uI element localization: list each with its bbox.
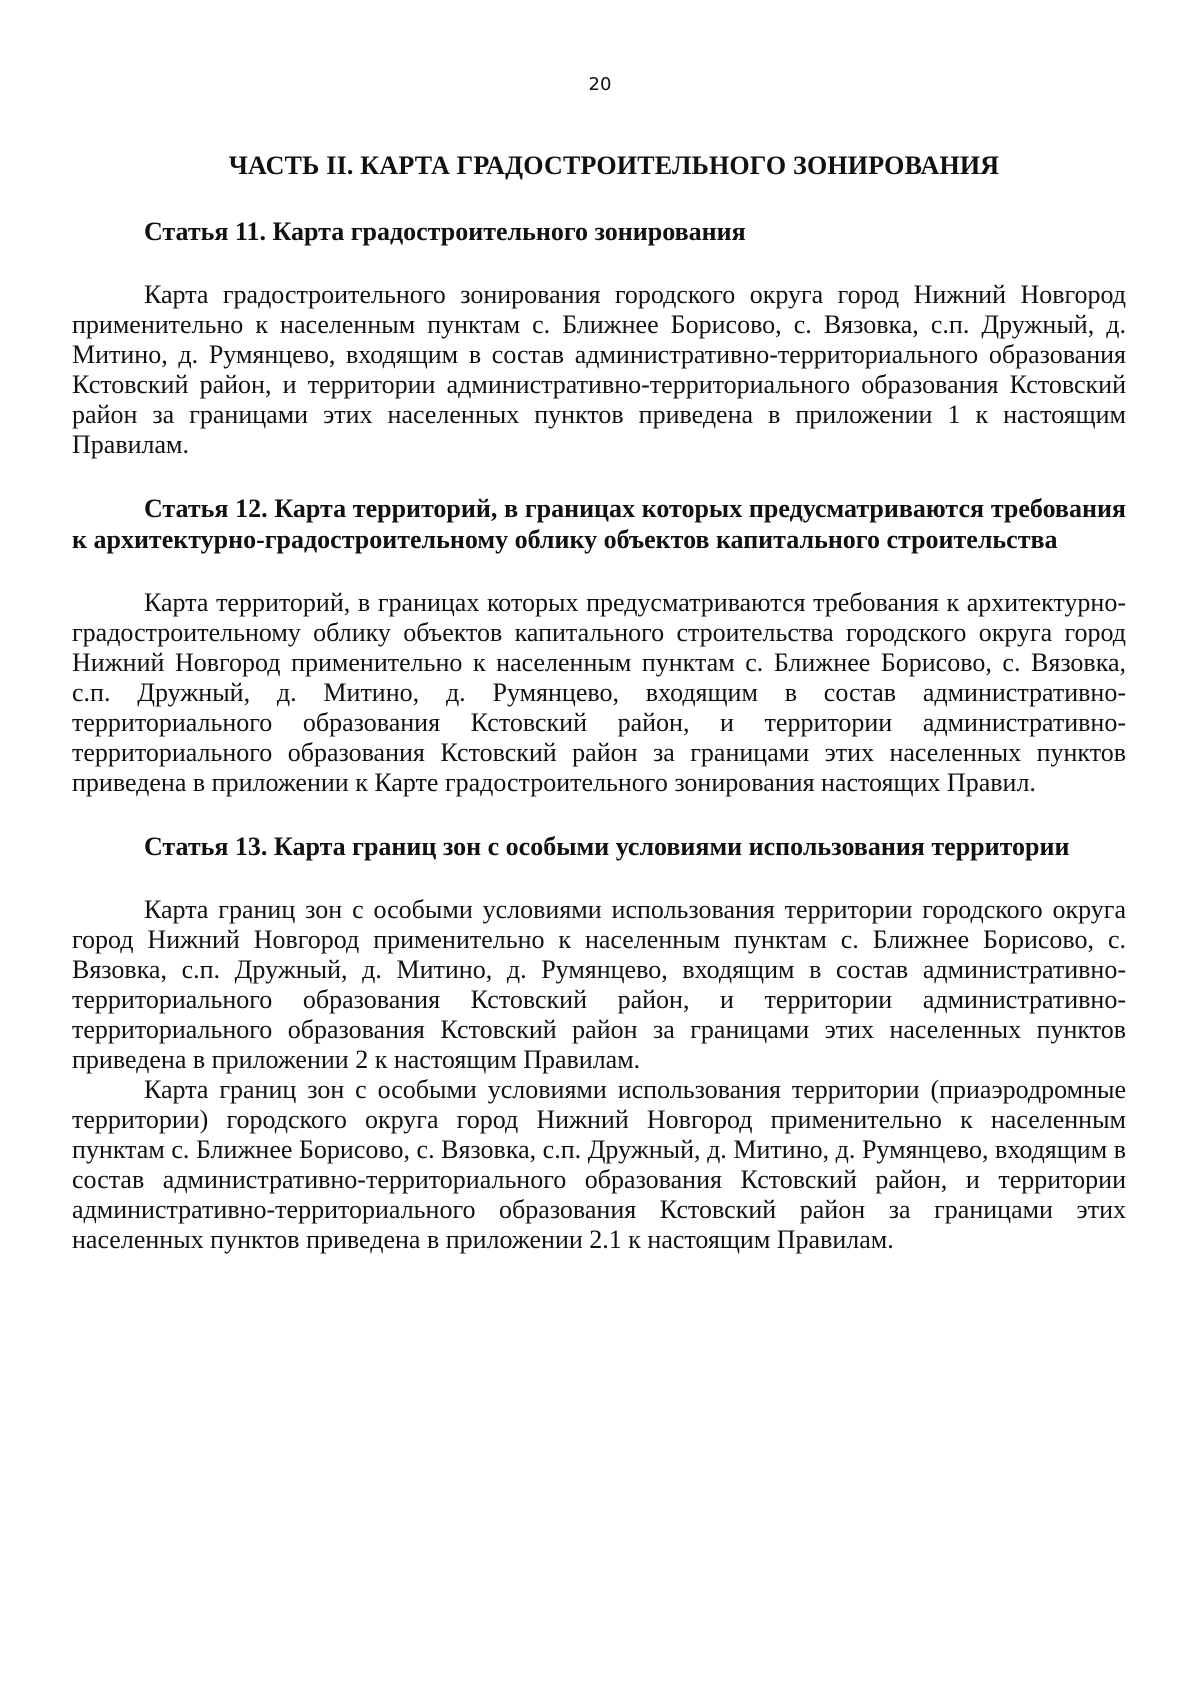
article-paragraph: Карта территорий, в границах которых предусматриваются требования к архитектурно-градостроительному облику объектов капитального строительства городского округа город Нижний Новгород применительно к населенным пунктам с. Ближнее Борисово, с. Вязовка, с.п. Дружный, д. Митино, д. Румянцево, входящим в состав административно-территориального образования Кстовский район, и территории административно-территориального образования Кстовский район за границами этих населенных пунктов приведена в приложении к Карте градостроительного зонирования настоящих Правил.: [72, 588, 1126, 797]
article-title: Статья 13. Карта границ зон с особыми условиями использования территории: [144, 832, 1070, 861]
page-number: 20: [588, 74, 612, 95]
article-title: Статья 12. Карта территорий, в границах которых предусматриваются требования к архитектурно-градостроительному облику объектов капитального строительства: [72, 494, 1126, 554]
part-title: ЧАСТЬ II. КАРТА ГРАДОСТРОИТЕЛЬНОГО ЗОНИРОВАНИЯ: [228, 151, 1000, 180]
article-13: [72, 831, 1126, 1255]
article-paragraph: Карта границ зон с особыми условиями использования территории (приаэродромные территории) городского округа город Нижний Новгород применительно к населенным пунктам с. Ближнее Борисово, с. Вязовка, с.п. Дружный, д. Митино, д. Румянцево, входящим в состав административно-территориального образования Кстовский район, и территории административно-территориального образования Кстовский район за границами этих населенных пунктов приведена в приложении 2.1 к настоящим Правилам.: [72, 1075, 1126, 1254]
article-paragraph: Карта границ зон с особыми условиями использования территории городского округа город Нижний Новгород применительно к населенным пунктам с. Ближнее Борисово, с. Вязовка, с.п. Дружный, д. Митино, д. Румянцево, входящим в состав административно-территориального образования Кстовский район, и территории административно-территориального образования Кстовский район за границами этих населенных пунктов приведена в приложении 2 к настоящим Правилам.: [72, 895, 1126, 1074]
article-12: [72, 493, 1126, 798]
article-11: [72, 216, 1126, 460]
page-content: [72, 150, 1126, 1255]
article-paragraph: Карта градостроительного зонирования городского округа город Нижний Новгород применительно к населенным пунктам с. Ближнее Борисово, с. Вязовка, с.п. Дружный, д. Митино, д. Румянцево, входящим в состав административно-территориального образования Кстовский район, и территории административно-территориального образования Кстовский район за границами этих населенных пунктов приведена в приложении 1 к настоящим Правилам.: [72, 280, 1126, 459]
article-title: Статья 11. Карта градостроительного зонирования: [144, 217, 746, 246]
